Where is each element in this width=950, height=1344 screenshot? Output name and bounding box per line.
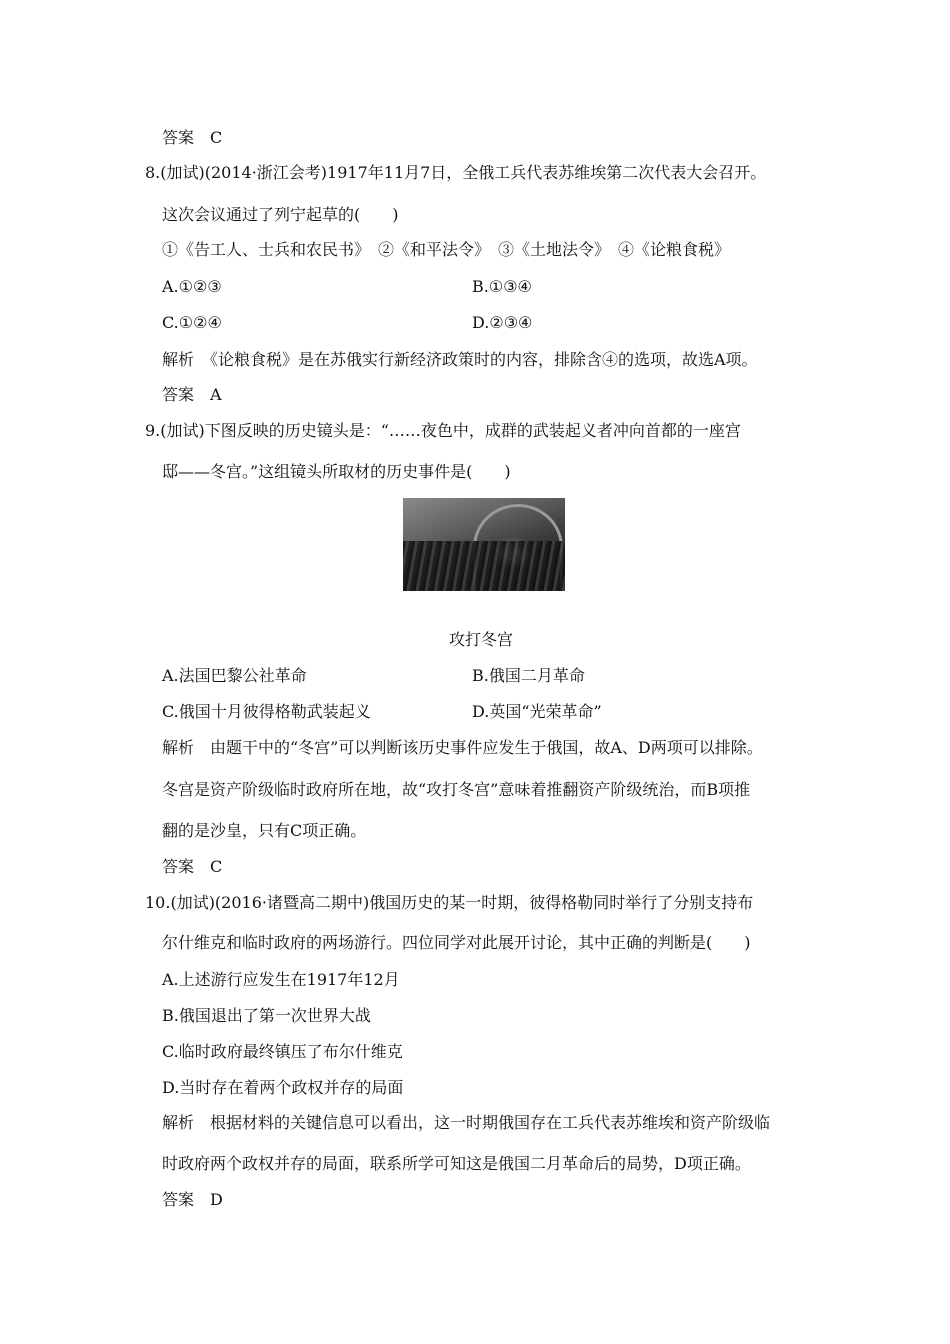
q9-stem-line1: 9.(加试)下图反映的历史镜头是：“……夜色中，成群的武装起义者冲向首都的一座宫	[145, 421, 741, 440]
q8-option-a: A.①②③	[162, 277, 222, 296]
q8-option-c: C.①②④	[162, 313, 222, 332]
q9-figure-caption: 攻打冬宫	[449, 630, 514, 649]
q8-answer: 答案 A	[162, 385, 222, 404]
q10-option-a: A.上述游行应发生在1917年12月	[162, 970, 400, 989]
q8-analysis: 解析 《论粮食税》是在苏俄实行新经济政策时的内容，排除含④的选项，故选A项。	[162, 350, 758, 369]
q9-stem-line2: 邸——冬宫。”这组镜头所取材的历史事件是( )	[162, 462, 511, 481]
q10-option-d: D.当时存在着两个政权并存的局面	[162, 1078, 404, 1097]
q9-analysis-line2: 冬宫是资产阶级临时政府所在地，故“攻打冬宫”意味着推翻资产阶级统治，而B项推	[162, 780, 751, 799]
q9-answer: 答案 C	[162, 857, 223, 876]
q9-option-d: D.英国“光荣革命”	[472, 702, 602, 721]
q9-analysis-line3: 翻的是沙皇，只有C项正确。	[162, 821, 367, 840]
q9-analysis-line1: 解析 由题干中的“冬宫”可以判断该历史事件应发生于俄国，故A、D两项可以排除。	[162, 738, 763, 757]
q7-answer: 答案 C	[162, 128, 223, 147]
q8-option-d: D.②③④	[472, 313, 533, 332]
q10-option-b: B.俄国退出了第一次世界大战	[162, 1006, 371, 1025]
q10-analysis-line2: 时政府两个政权并存的局面，联系所学可知这是俄国二月革命后的局势，D项正确。	[162, 1154, 751, 1173]
q10-option-c: C.临时政府最终镇压了布尔什维克	[162, 1042, 403, 1061]
q8-option-b: B.①③④	[472, 277, 532, 296]
photo-crowd	[403, 541, 565, 591]
q10-stem-line1: 10.(加试)(2016·诸暨高二期中)俄国历史的某一时期，彼得格勒同时举行了分别支持布	[145, 893, 754, 912]
q8-stem-line2: 这次会议通过了列宁起草的( )	[162, 205, 399, 224]
q9-option-a: A.法国巴黎公社革命	[162, 666, 307, 685]
q8-stem-line1: 8.(加试)(2014·浙江会考)1917年11月7日，全俄工兵代表苏维埃第二次代表大会召开。	[145, 163, 767, 182]
q8-items: ①《告工人、士兵和农民书》 ②《和平法令》 ③《土地法令》 ④《论粮食税》	[162, 240, 731, 259]
q9-option-b: B.俄国二月革命	[472, 666, 585, 685]
winter-palace-photo	[403, 498, 565, 591]
q10-answer: 答案 D	[162, 1190, 223, 1209]
q10-stem-line2: 尔什维克和临时政府的两场游行。四位同学对此展开讨论，其中正确的判断是( )	[162, 933, 751, 952]
q9-option-c: C.俄国十月彼得格勒武装起义	[162, 702, 371, 721]
q10-analysis-line1: 解析 根据材料的关键信息可以看出，这一时期俄国存在工兵代表苏维埃和资产阶级临	[162, 1113, 771, 1132]
